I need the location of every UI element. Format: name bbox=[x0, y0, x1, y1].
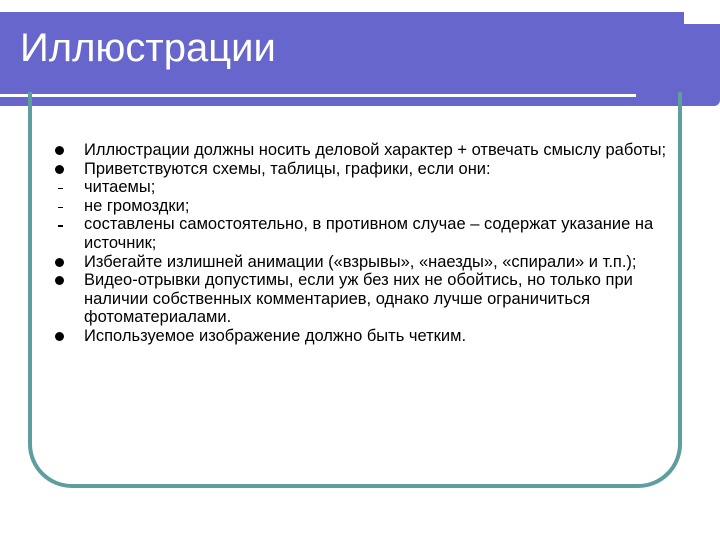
list-item bbox=[52, 253, 672, 272]
list-item-text: не громоздки; bbox=[84, 196, 190, 215]
list-item bbox=[52, 178, 672, 197]
list-item bbox=[52, 141, 672, 160]
bullet-list bbox=[52, 141, 672, 346]
list-item-text: Видео-отрывки допустимы, если уж без них не обойтись, но только при наличии собственных комментариев, однако лучше ограничиться фотоматериалами. bbox=[84, 271, 633, 327]
frame-left-edge bbox=[28, 100, 32, 120]
list-item bbox=[52, 160, 672, 179]
title-bar-notch bbox=[684, 12, 720, 24]
list-item-text: составлены самостоятельно, в противном случае – содержат указание на источник; bbox=[84, 215, 654, 252]
bullet-dot-icon bbox=[54, 160, 68, 179]
bullet-dot-icon bbox=[54, 141, 68, 160]
slide-title: Иллюстрации bbox=[20, 26, 276, 70]
list-item-text: Избегайте излишней анимации («взрывы», «наезды», «спирали» и т.п.); bbox=[84, 252, 637, 271]
bullet-dot-icon bbox=[54, 327, 68, 346]
list-item bbox=[52, 271, 672, 327]
bullet-dot-icon bbox=[54, 253, 68, 272]
bullet-dash-icon bbox=[54, 197, 68, 216]
list-item-text: Иллюстрации должны носить деловой характер + отвечать смыслу работы; bbox=[84, 141, 667, 159]
list-item bbox=[52, 197, 672, 216]
list-item-text: читаемы; bbox=[84, 178, 156, 197]
list-item-text: Используемое изображение должно быть четким. bbox=[84, 326, 467, 345]
bullet-dash-icon bbox=[54, 215, 68, 234]
list-item bbox=[52, 215, 672, 252]
bullet-dash-icon bbox=[54, 178, 68, 197]
list-item-text: Приветствуются схемы, таблицы, графики, если они: bbox=[84, 159, 491, 178]
bullet-dot-icon bbox=[54, 271, 68, 290]
list-item bbox=[52, 327, 672, 346]
frame-right-edge bbox=[678, 100, 682, 120]
